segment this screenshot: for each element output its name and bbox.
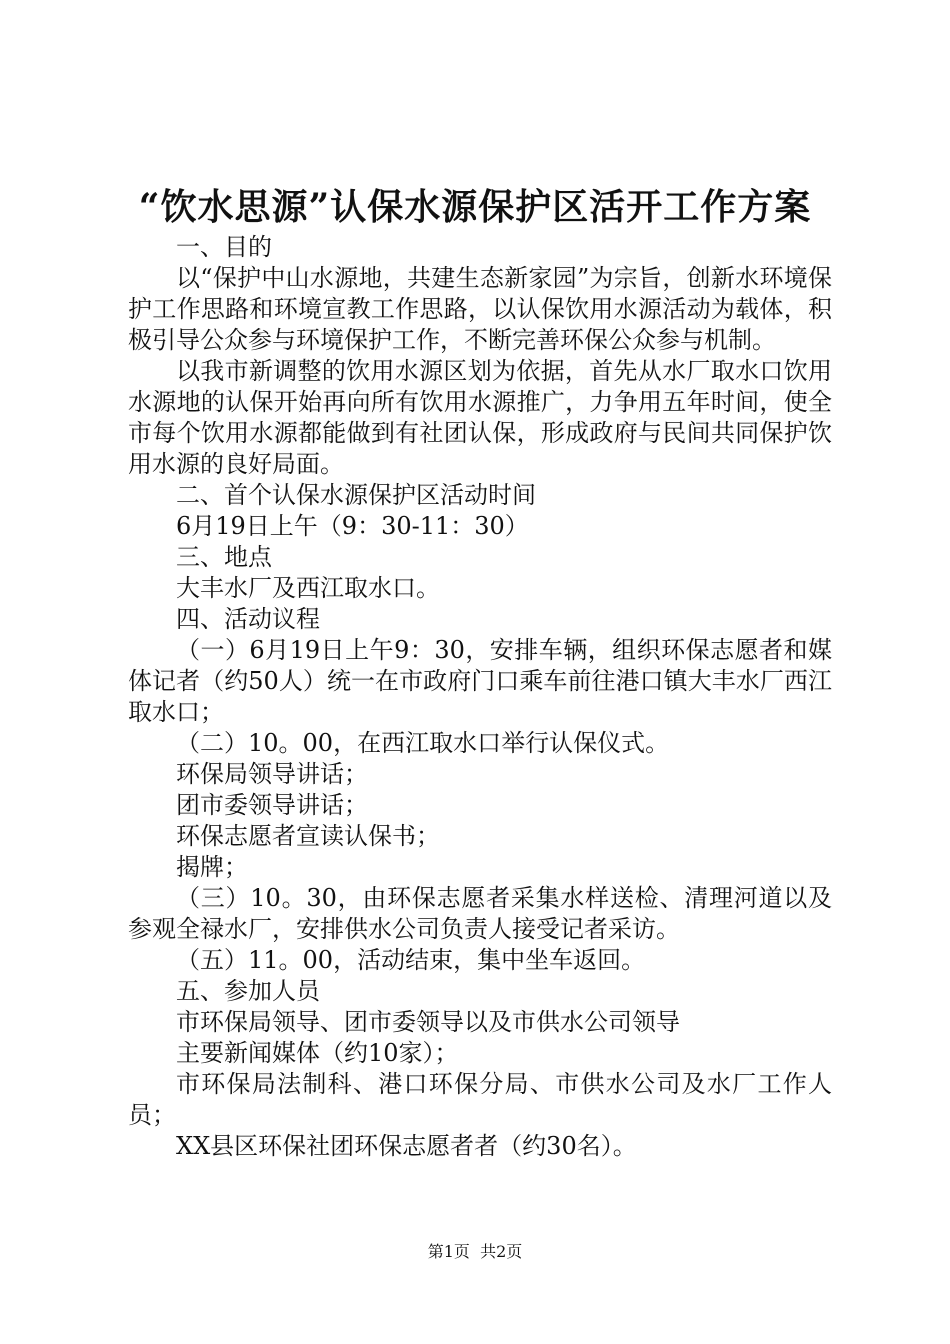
- section-heading-agenda: 四、活动议程: [176, 605, 320, 633]
- paragraph-time: 6月19日上午（9：30-11：30）: [176, 512, 529, 540]
- section-heading-location: 三、地点: [176, 543, 272, 571]
- paragraph-basis: 以我市新调整的饮用水源区划为依据，首先从水厂取水口饮用水源地的认保开始再向所有饮用水源推广，力争用五年时间，使全市每个饮用水源都能做到有社团认保，形成政府与民间共同保护饮用水源的良好局面。: [128, 357, 832, 478]
- agenda-item-3: （三）10。30，由环保志愿者采集水样送检、清理河道以及参观全禄水厂，安排供水公司负责人接受记者采访。: [128, 884, 832, 943]
- agenda-subitem: 团市委领导讲话；: [176, 791, 368, 819]
- section-heading-time: 二、首个认保水源保护区活动时间: [176, 481, 536, 509]
- page-footer: 第1页 共2页: [427, 1242, 523, 1261]
- agenda-item-5: （五）11。00，活动结束，集中坐车返回。: [176, 946, 646, 974]
- section-heading-purpose: 一、目的: [176, 233, 272, 261]
- document-title: “饮水思源”认保水源保护区活开工作方案: [138, 186, 812, 228]
- agenda-item-1: （一）6月19日上午9：30，安排车辆，组织环保志愿者和媒体记者（约50人）统一在市政府门口乘车前往港口镇大丰水厂西江取水口；: [128, 636, 832, 726]
- document-body: [128, 232, 832, 1162]
- section-heading-participants: 五、参加人员: [176, 977, 320, 1005]
- participant-item: 市环保局领导、团市委领导以及市供水公司领导: [176, 1008, 680, 1036]
- agenda-subitem: 环保志愿者宣读认保书；: [176, 822, 440, 850]
- agenda-subitem: 环保局领导讲话；: [176, 760, 368, 788]
- participant-item: 主要新闻媒体（约10家）；: [176, 1039, 459, 1067]
- paragraph-purpose: 以“保护中山水源地，共建生态新家园”为宗旨，创新水环境保护工作思路和环境宣教工作思路，以认保饮用水源活动为载体，积极引导公众参与环境保护工作，不断完善环保公众参与机制。: [128, 264, 832, 354]
- agenda-item-2: （二）10。00，在西江取水口举行认保仪式。: [176, 729, 670, 757]
- agenda-subitem: 揭牌；: [176, 853, 248, 881]
- participant-item: 市环保局法制科、港口环保分局、市供水公司及水厂工作人员；: [128, 1070, 832, 1129]
- participant-item: XX县区环保社团环保志愿者者（约30名）。: [176, 1132, 637, 1160]
- paragraph-location: 大丰水厂及西江取水口。: [176, 574, 440, 602]
